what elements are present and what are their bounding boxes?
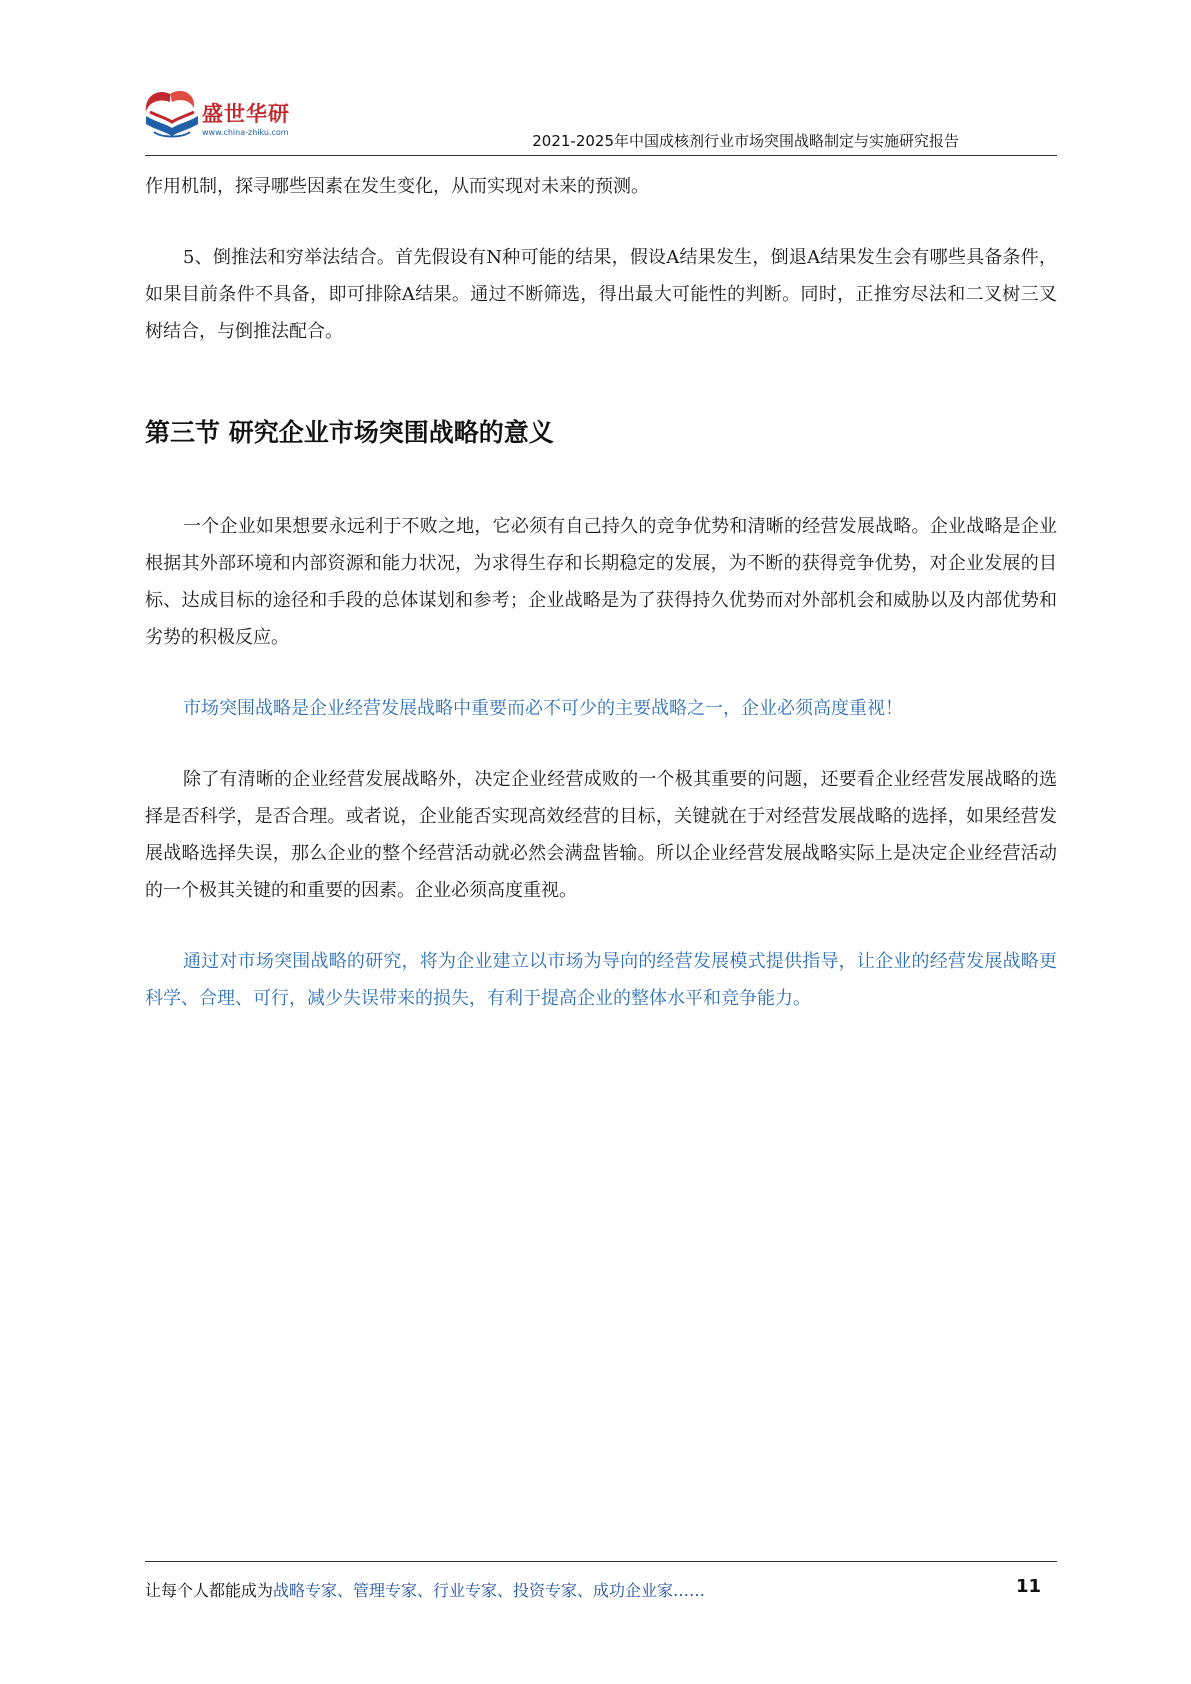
paragraph-strategy-intro: 一个企业如果想要永远利于不败之地，它必须有自己持久的竞争优势和清晰的经营发展战略。企业战略是企业根据其外部环境和内部资源和能力状况，为求得生存和长期稳定的发展，为不断的获得竞争优势，对企业发展的目标、达成目标的途径和手段的总体谋划和参考；企业战略是为了获得持久优势而对外部机会和威胁以及内部优势和劣势的积极反应。 bbox=[145, 516, 1057, 648]
paragraph-strategy-choice: 除了有清晰的企业经营发展战略外，决定企业经营成败的一个极其重要的问题，还要看企业经营发展战略的选择是否科学，是否合理。或者说，企业能否实现高效经营的目标，关键就在于对经营发展战略的选择，如果经营发展战略选择失误，那么企业的整个经营活动就必然会满盘皆输。所以企业经营发展战略实际上是决定企业经营活动的一个极其关键的和重要的因素。企业必须高度重视。 bbox=[145, 769, 1057, 901]
footer-divider bbox=[145, 1561, 1057, 1562]
header-divider bbox=[145, 155, 1057, 156]
logo-website: www.china-zhiku.com bbox=[202, 128, 289, 137]
page-header bbox=[0, 0, 1191, 160]
main-content bbox=[145, 168, 1057, 1017]
section-heading: 第三节 研究企业市场突围战略的意义 bbox=[145, 418, 554, 447]
footer-slogan bbox=[145, 1578, 705, 1601]
logo-book-icon bbox=[140, 82, 204, 146]
page-footer bbox=[0, 1540, 1191, 1640]
footer-slogan-prefix: 让每个人都能成为 bbox=[145, 1581, 274, 1600]
report-title: 2021-2025年中国成核剂行业市场突围战略制定与实施研究报告 bbox=[532, 132, 959, 150]
highlight-paragraph-research-value: 通过对市场突围战略的研究，将为企业建立以市场为导向的经营发展模式提供指导，让企业的经营发展战略更科学、合理、可行，减少失误带来的损失，有利于提高企业的整体水平和竞争能力。 bbox=[145, 951, 1057, 1009]
page-number: 11 bbox=[1015, 1576, 1041, 1597]
paragraph-method-5: 5、倒推法和穷举法结合。首先假设有N种可能的结果，假设A结果发生，倒退A结果发生会有哪些具备条件，如果目前条件不具备，即可排除A结果。通过不断筛选，得出最大可能性的判断。同时，正推穷尽法和二叉树三叉树结合，与倒推法配合。 bbox=[145, 247, 1057, 342]
logo-brand-name: 盛世华研 bbox=[202, 102, 290, 126]
highlight-paragraph-importance: 市场突围战略是企业经营发展战略中重要而必不可少的主要战略之一，企业必须高度重视！ bbox=[183, 698, 903, 719]
footer-slogan-roles: 战略专家、管理专家、行业专家、投资专家、成功企业家…… bbox=[273, 1581, 706, 1600]
company-logo bbox=[140, 82, 310, 152]
paragraph-continued: 作用机制，探寻哪些因素在发生变化，从而实现对未来的预测。 bbox=[145, 176, 649, 197]
